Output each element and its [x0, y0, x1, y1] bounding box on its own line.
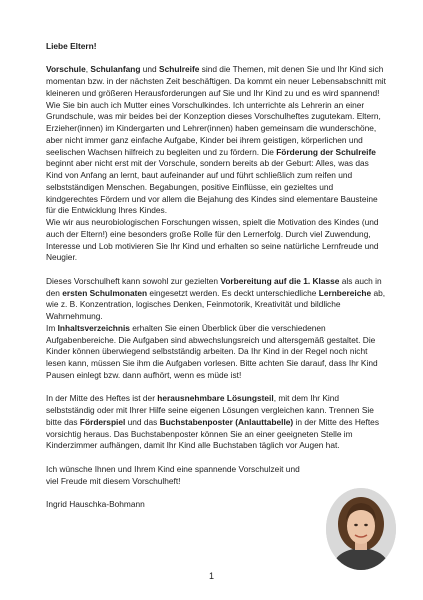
- text-run: erhalten Sie einen Überblick über die verschiedenen Aufgabenbereiche. Die Aufgaben sind abwechslungsreich und altersgemäß gestaltet. Die Kinder können überwiegend selbstständig arbeiten. Da Ihr Kind in der Regel noch nicht lesen kann, müssen Sie ihm die Aufgaben vorlesen. Bitte achten Sie darauf, dass Ihr Kind Pausen einlegt bzw. dann aufhört, wenn es müde ist!: [46, 322, 378, 380]
- kw-schulanfang: Schulanfang: [90, 64, 141, 75]
- text-run: und: [140, 64, 160, 75]
- kw-schulreife: Schulreife: [159, 64, 200, 75]
- text-run: In der Mitte des Heftes ist der: [46, 393, 158, 404]
- text-run: als auch in den: [46, 275, 382, 298]
- letter-body: [46, 41, 386, 511]
- text-run: ,: [85, 64, 91, 75]
- kw-vorschule: Vorschule: [46, 64, 86, 75]
- text-run: Dieses Vorschulheft kann sowohl zur gezielten: [46, 275, 221, 286]
- page-number: 1: [208, 571, 214, 581]
- text-run: ab, wie z. B. Konzentration, logisches Denken, Feinmotorik, Kreativität und bildliche Wahrnehmung.: [46, 287, 386, 322]
- paragraph-solutions: [46, 393, 386, 452]
- paragraph-usage: [46, 276, 386, 382]
- kw-loesungsteil: herausnehmbare Lösungsteil: [157, 393, 274, 404]
- author-photo: [326, 488, 396, 570]
- kw-buchstabenposter: Buchstabenposter (Anlauttabelle): [159, 416, 294, 427]
- kw-foerderspiel: Förderspiel: [79, 416, 126, 427]
- paragraph-closing: Ich wünsche Ihnen und Ihrem Kind eine spannende Vorschulzeit und viel Freude mit diesem Vorschulheft!: [46, 463, 300, 486]
- text-run: Im: [46, 322, 58, 333]
- kw-inhaltsverzeichnis: Inhaltsverzeichnis: [57, 322, 130, 333]
- text-run: in der Mitte des Heftes vorsichtig heraus. Das Buchstabenposter können Sie an einer geeigneten Stelle im Kinderzimmer aufhängen, damit Ihr Kind alle Buchstaben täglich vor Augen hat.: [46, 416, 379, 451]
- signature: Ingrid Hauschka-Bohmann: [46, 498, 145, 509]
- greeting: Liebe Eltern!: [46, 41, 97, 51]
- text-run: beginnt aber nicht erst mit der Vorschule, sondern bereits ab der Geburt: Alles, was das Kind von Anfang an lernt, baut aufeinander auf und führt schließlich zum reifen und selbstständigen Menschen. Begabungen, positive Einflüsse, ein gezieltes und kindgerechtes Fördern und vor allem die Bejahung des Kindes sind elementare Bausteine für die Entwicklung Ihres Kindes.: [46, 158, 378, 216]
- text-run: , mit dem Ihr Kind selbstständig oder mit Ihrer Hilfe seine eigenen Lösungen vergleichen kann. Trennen Sie bitte das: [46, 393, 374, 427]
- kw-foerderung: Förderung der Schulreife: [276, 146, 376, 157]
- kw-schulmonate: ersten Schulmonaten: [62, 287, 148, 298]
- portrait-image: [326, 488, 396, 570]
- kw-vorbereitung: Vorbereitung auf die 1. Klasse: [220, 275, 340, 286]
- kw-lernbereiche: Lernbereiche: [318, 287, 372, 298]
- text-run: sind die Themen, mit denen Sie und Ihr Kind sich momentan bzw. in der nächsten Zeit beschäftigen. Da kommt ein neuer Lebensabschnitt mit kleineren und größeren Herausforderungen auf Sie und Ihr Kind zu und es wird spannend! Wie Sie bin auch ich Mutter eines Vorschulkindes. Ich unterrichte als Lehrerin an einer Grundschule, was mir beides bei der Konzeption dieses Vorschulheftes zugutekam. Eltern, Erzieher(innen) im Kindergarten und Lehrer(innen) haben gemeinsam die wunderschöne, aber nicht immer ganz einfache Aufgabe, Kinder bei ihrem geistigen, körperlichen und seelischen Wachsen hilfreich zu begleiten und zu fördern. Die: [46, 64, 386, 157]
- text-run: Wie wir aus neurobiologischen Forschungen wissen, spielt die Motivation des Kindes (und auch der Eltern!) eine besonders große Rolle für den Lernerfolg. Durch viel Zuwendung, Interesse und Lob motivieren Sie Ihr Kind und erhalten so seine natürliche Lernfreude und Neugier.: [46, 217, 379, 263]
- text-run: eingesetzt werden. Es deckt unterschiedliche: [147, 287, 319, 298]
- text-run: und das: [125, 416, 160, 427]
- paragraph-intro: [46, 64, 386, 264]
